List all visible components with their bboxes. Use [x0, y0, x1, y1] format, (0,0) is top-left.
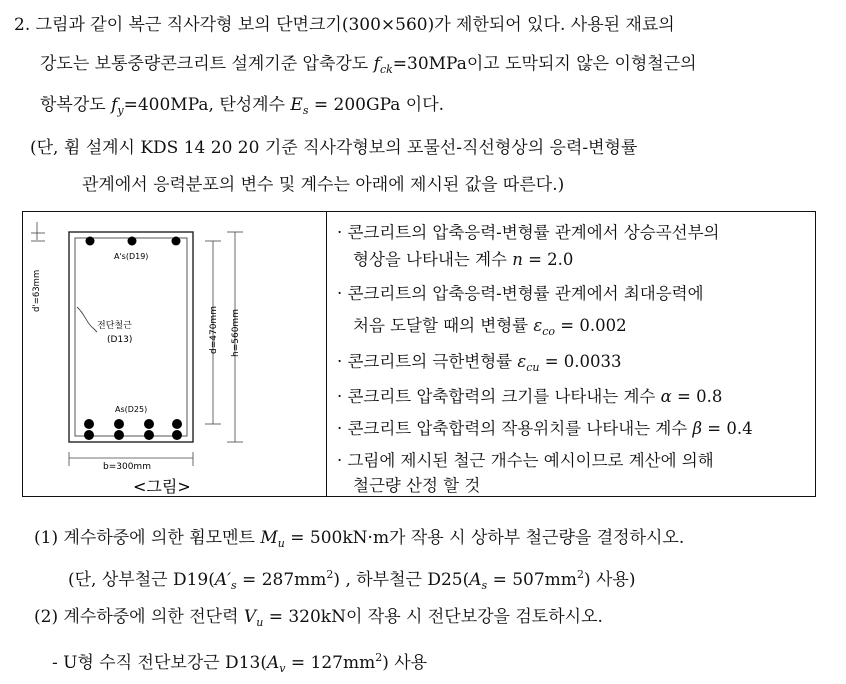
b-label: b=300mm [103, 462, 151, 472]
stirrup-label-1: 전단철근 [97, 321, 132, 331]
figure-caption: <그림> [133, 477, 191, 495]
bullet-1a: · 콘크리트의 압축응력-변형률 관계에서 상승곡선부의 [337, 223, 720, 242]
bottom-bar [114, 430, 124, 440]
h-label: h=560mm [231, 309, 241, 357]
bullet-3: · 콘크리트의 극한변형률 $\varepsilon_{cu} = 0.0033$ [337, 352, 622, 374]
beam-section-figure [23, 212, 325, 495]
top-bar [128, 237, 137, 246]
bottom-bar [84, 430, 94, 440]
bottom-bar [114, 419, 124, 429]
bullet-4: · 콘크리트 압축합력의 크기를 나타내는 계수 α = 0.8 [337, 387, 723, 406]
top-bar [172, 237, 181, 246]
stirrup-label-2: (D13) [107, 335, 133, 345]
parameter-table [22, 211, 816, 497]
bullet-2a: · 콘크리트의 압축응력-변형률 관계에서 최대응력에 [337, 284, 704, 303]
bottom-bar-label: As(D25) [115, 405, 148, 414]
bottom-bar [144, 430, 154, 440]
question-2: (2) 계수하중에 의한 전단력 $V_u = 320kN$이 작용 시 전단보강을 검토하시오. [34, 607, 603, 629]
d-label: d=470mm [209, 306, 219, 354]
top-bar [86, 237, 95, 246]
problem-line-1: 2. 그림과 같이 복근 직사각형 보의 단면크기(300×560)가 제한되어 있다. 사용된 재료의 [14, 15, 675, 35]
problem-note-2: 관계에서 응력분포의 변수 및 계수는 아래에 제시된 값을 따른다.) [82, 175, 565, 195]
problem-line-2: 강도는 보통중량콘크리트 설계기준 압축강도 $f_{ck}=30MPa$이고 도막되지 않은 이형철근의 [40, 54, 697, 76]
top-bar-label: A's(D19) [114, 252, 149, 261]
problem-line-3: 항복강도 $f_y=400MPa$, 탄성계수 $E_s = 200GPa$ 이다. [40, 95, 445, 117]
bullet-1b: 형상을 나타내는 계수 n = 2.0 [353, 250, 574, 269]
problem-note-1: (단, 휨 설계시 KDS 14 20 20 기준 직사각형보의 포물선-직선형상의 응력-변형률 [30, 138, 638, 158]
bottom-bar [172, 430, 182, 440]
bottom-bar [84, 419, 94, 429]
question-2-note: - U형 수직 전단보강근 $D13(A_v = 127mm^2)$ 사용 [52, 651, 428, 675]
bullet-5: · 콘크리트 압축합력의 작용위치를 나타내는 계수 β = 0.4 [337, 419, 753, 438]
d-prime-label: d'=63mm [32, 269, 42, 312]
bullet-6b: 철근량 산정 할 것 [353, 476, 481, 495]
question-1-note: (단, 상부철근 $D19(A'_s = 287mm^2)$ , 하부철근 $D25(A_s = 507mm^2)$ 사용) [68, 568, 636, 592]
bullet-2b: 처음 도달할 때의 변형률 $\varepsilon_{co} = 0.002$ [353, 316, 627, 338]
stirrup-leader [77, 307, 97, 332]
bottom-bar [144, 419, 154, 429]
question-1: (1) 계수하중에 의한 휨모멘트 $M_u = 500kN\cdot m$가 작용 시 상하부 철근량을 결정하시오. [34, 528, 685, 550]
bottom-bar [172, 419, 182, 429]
table-divider [326, 212, 327, 496]
bullet-6a: · 그림에 제시된 철근 개수는 예시이므로 계산에 의해 [337, 451, 714, 470]
